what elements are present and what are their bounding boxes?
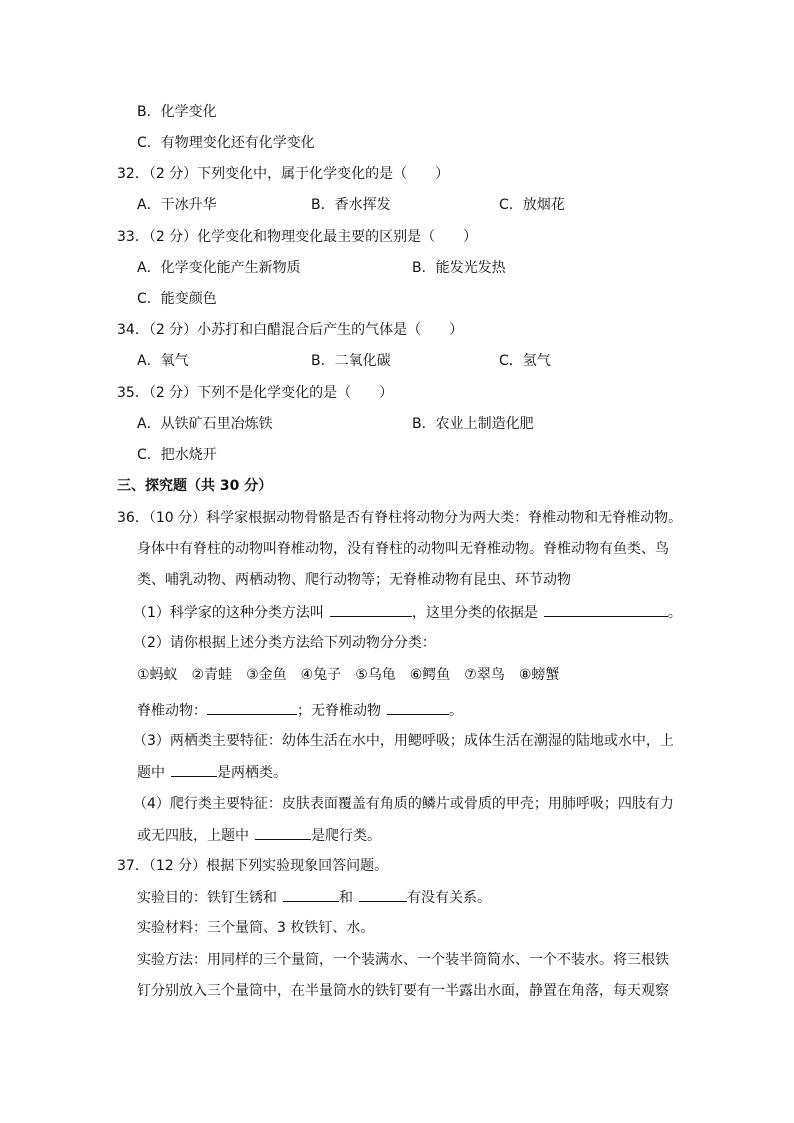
option-c: C．能变颜色	[137, 291, 217, 307]
subquestion-2-answer	[137, 700, 463, 721]
experiment-materials: 实验材料：三个量筒、3 枚铁钉、水。	[137, 920, 375, 936]
prompt-text: 脊椎动物：	[137, 703, 207, 719]
prompt-text: 实验目的：铁钉生锈和	[137, 890, 277, 906]
prompt-text: ，这里分类的依据是	[411, 605, 538, 621]
option-line: B．化学变化	[137, 104, 217, 120]
question-36: 36．（10 分）科学家根据动物骨骼是否有脊柱将动物分为两大类：脊椎动物和无脊椎动物。	[117, 510, 683, 526]
experiment-method: 实验方法：用同样的三个量筒，一个装满水、一个装半筒简水、一个不装水。将三根铁	[137, 952, 669, 968]
option-c: C．氢气	[499, 353, 551, 369]
question-32: 32．（2 分）下列变化中，属于化学变化的是（ ）	[117, 166, 450, 182]
answer-blank[interactable]	[283, 887, 339, 902]
subquestion-4: （4）爬行类主要特征：皮肤表面覆盖有角质的鳞片或骨质的甲壳；用肺呼吸；四肢有力	[133, 796, 674, 812]
option-b: B．农业上制造化肥	[412, 416, 534, 432]
answer-blank[interactable]	[207, 700, 297, 715]
option-a: A．干冰升华	[137, 197, 217, 213]
option-c: C．放烟花	[499, 197, 565, 213]
question-33: 33．（2 分）化学变化和物理变化最主要的区别是（ ）	[117, 229, 478, 245]
prompt-text: 。	[449, 703, 463, 719]
option-b: B．香水挥发	[311, 197, 391, 213]
prompt-text: 是两栖类。	[217, 765, 287, 781]
prompt-text: ；无脊椎动物	[297, 703, 381, 719]
option-line: C．有物理变化还有化学变化	[137, 135, 315, 151]
answer-blank[interactable]	[387, 700, 449, 715]
answer-blank[interactable]	[359, 887, 407, 902]
option-b: B．二氧化碳	[311, 353, 391, 369]
experiment-method: 钉分别放入三个量筒中，在半量筒水的铁钉要有一半露出水面，静置在角落，每天观察	[137, 983, 669, 999]
question-35: 35．（2 分）下列不是化学变化的是（ ）	[117, 385, 394, 401]
prompt-text: 和	[339, 890, 353, 906]
prompt-text: 是爬行类。	[311, 828, 381, 844]
subquestion-1	[133, 602, 682, 623]
option-c: C．把水烧开	[137, 447, 217, 463]
option-a: A．氧气	[137, 353, 189, 369]
subquestion-3-answer	[137, 762, 287, 783]
prompt-text: 有没有关系。	[407, 890, 491, 906]
option-b: B．能发光发热	[412, 260, 506, 276]
question-36-text: 类、哺乳动物、两栖动物、爬行动物等；无脊椎动物有昆虫、环节动物	[137, 572, 571, 588]
answer-blank[interactable]	[171, 762, 217, 777]
subquestion-2: （2）请你根据上述分类方法给下列动物分分类：	[133, 635, 436, 651]
question-36-text: 身体中有脊柱的动物叫脊椎动物，没有脊柱的动物叫无脊椎动物。脊椎动物有鱼类、鸟	[137, 541, 669, 557]
section-heading: 三、探究题（共 30 分）	[117, 478, 273, 494]
answer-blank[interactable]	[255, 825, 311, 840]
answer-blank[interactable]	[544, 602, 668, 617]
subquestion-3: （3）两栖类主要特征：幼体生活在水中，用鳃呼吸；成体生活在潮湿的陆地或水中，上	[133, 733, 674, 749]
experiment-goal	[137, 887, 491, 908]
option-a: A．从铁矿石里冶炼铁	[137, 416, 273, 432]
question-37: 37．（12 分）根据下列实验现象回答问题。	[117, 858, 389, 874]
option-a: A．化学变化能产生新物质	[137, 260, 301, 276]
prompt-text: 题中	[137, 765, 165, 781]
animal-list: ①蚂蚁 ②青蛙 ③金鱼 ④兔子 ⑤乌龟 ⑥鳄鱼 ⑦翠鸟 ⑧螃蟹	[137, 667, 560, 683]
prompt-text: （1）科学家的这种分类方法叫	[133, 605, 324, 621]
subquestion-4-answer	[137, 825, 381, 846]
prompt-text: 或无四肢，上题中	[137, 828, 249, 844]
answer-blank[interactable]	[330, 602, 412, 617]
question-34: 34．（2 分）小苏打和白醋混合后产生的气体是（ ）	[117, 322, 464, 338]
prompt-text: 。	[667, 605, 682, 621]
